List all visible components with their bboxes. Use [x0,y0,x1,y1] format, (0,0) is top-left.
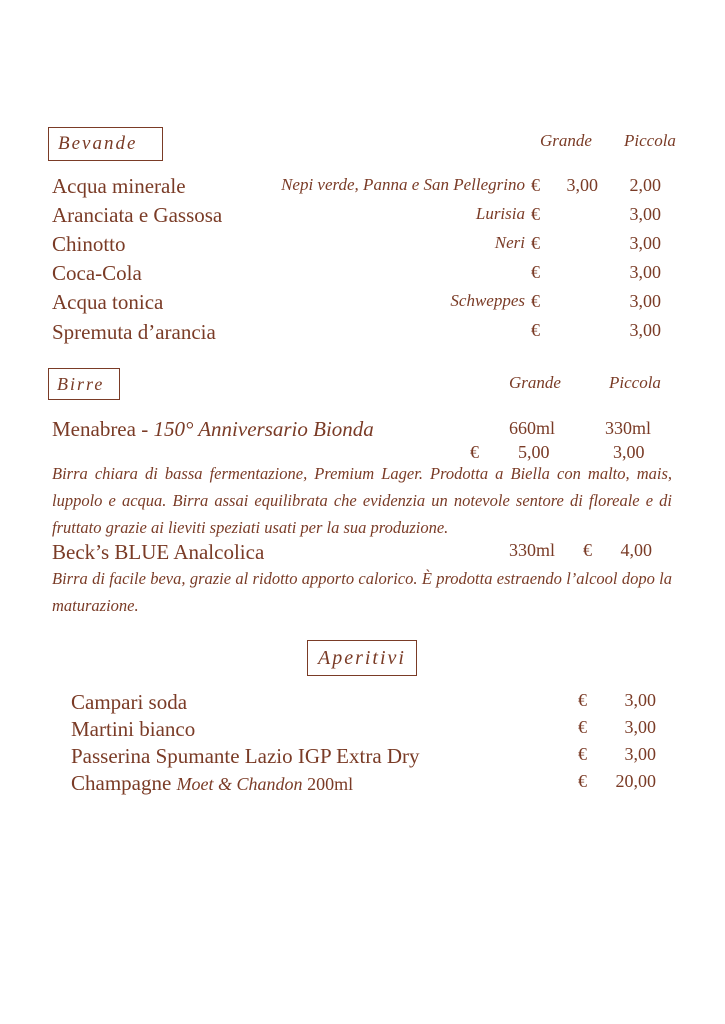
item-name: Aranciata e Gassosa [52,203,223,227]
beer-description: Birra chiara di bassa fermentazione, Premium Lager. Prodotta a Biella con malto, mais, luppolo e acqua. Birra assai equilibrata che evidenzia un notevole sentore di floreale e di fruttato grazie ai lieviti speziati usati per la sua produzione. [52,464,672,537]
birre-title: Birre [57,374,105,394]
item-brand: Neri [494,233,525,252]
item-currency: € [531,233,540,253]
item-name: Acqua minerale [52,174,186,198]
aperitivi-title-box [307,640,417,676]
item-currency: € [578,690,587,710]
beer-name [52,417,374,442]
beer-price: 4,00 [620,540,652,560]
bevande-col-piccola: Piccola [624,131,676,150]
item-price-piccola: 3,00 [629,291,661,311]
item-name: Coca-Cola [52,261,142,285]
item-name: Chinotto [52,232,126,256]
item-name-main: Champagne [71,771,177,795]
item-brand: Schweppes [450,291,525,310]
item-price: 3,00 [624,690,656,710]
beer-name-main: Menabrea - [52,417,154,441]
beer-price-piccola: 3,00 [613,442,645,462]
item-price-piccola: 3,00 [629,233,661,253]
item-currency: € [531,204,540,224]
item-price: 20,00 [615,771,656,791]
aperitivi-title: Aperitivi [318,647,406,669]
beer-currency: € [583,540,592,560]
item-price-piccola: 2,00 [629,175,661,195]
item-name: Martini bianco [71,717,196,741]
item-price-piccola: 3,00 [629,262,661,282]
beer-size: 330ml [509,540,556,560]
item-brand: Nepi verde, Panna e San Pellegrino [281,175,525,194]
birre-col-piccola: Piccola [609,373,661,392]
beer-description: Birra di facile beva, grazie al ridotto apporto calorico. È prodotta estraendo l’alcool dopo la maturazione. [52,569,672,615]
item-currency: € [531,320,540,340]
item-currency: € [531,175,540,195]
item-price: 3,00 [624,744,656,764]
item-currency: € [578,717,587,737]
item-price-piccola: 3,00 [629,320,661,340]
item-price: 3,00 [624,717,656,737]
beer-currency: € [470,442,479,462]
beer-price-grande: 5,00 [518,442,550,462]
item-currency: € [578,771,587,791]
item-name: Acqua tonica [52,290,164,314]
birre-col-grande: Grande [509,373,561,392]
birre-title-box [48,368,120,400]
item-name-suffix: 200ml [302,774,354,794]
item-name: Passerina Spumante Lazio IGP Extra Dry [71,744,420,768]
beer-name: Beck’s BLUE Analcolica [52,540,265,564]
item-currency: € [531,262,540,282]
bevande-title-box [48,127,163,161]
item-name-italic: Moet & Chandon [176,774,303,794]
item-currency: € [531,291,540,311]
beer-size-piccola: 330ml [605,418,652,438]
bevande-title: Bevande [58,133,138,154]
item-brand: Lurisia [475,204,525,223]
item-name: Campari soda [71,690,188,714]
bevande-col-grande: Grande [540,131,592,150]
beer-size-grande: 660ml [509,418,556,438]
beer-name-italic: 150° Anniversario Bionda [153,417,374,441]
item-name: Spremuta d’arancia [52,320,216,344]
item-price-piccola: 3,00 [629,204,661,224]
item-price-grande: 3,00 [566,175,598,195]
item-currency: € [578,744,587,764]
item-name [71,771,353,796]
